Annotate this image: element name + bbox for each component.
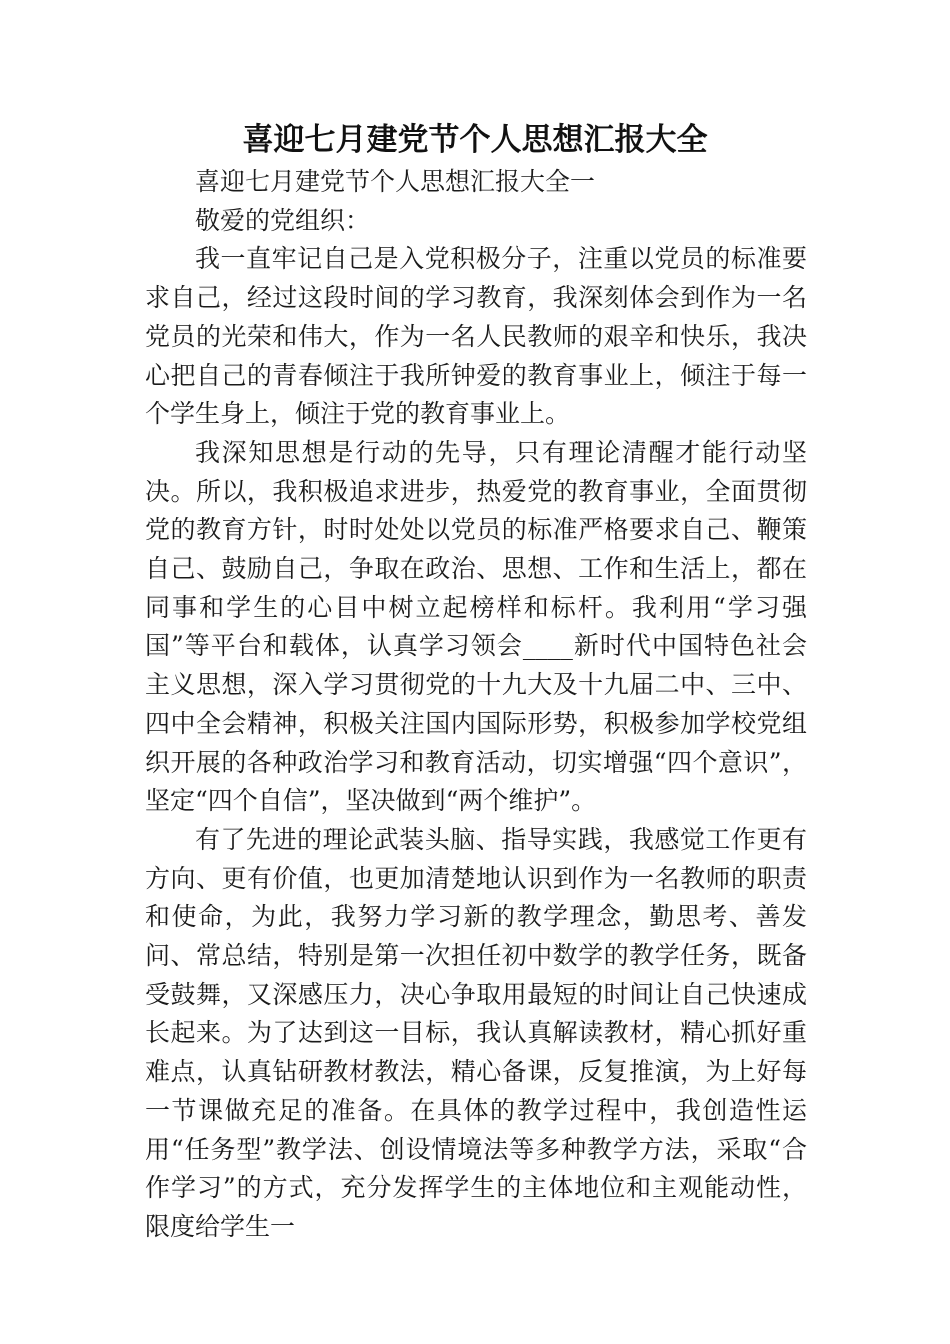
document-body (145, 163, 807, 1247)
document-subtitle: 喜迎七月建党节个人思想汇报大全一 (195, 167, 596, 196)
salutation: 敬爱的党组织： (195, 205, 371, 235)
document-title: 喜迎七月建党节个人思想汇报大全 (242, 122, 708, 158)
paragraph-3: 有了先进的理论武装头脑、指导实践，我感觉工作更有方向、更有价值，也更加清楚地认识到作为一名教师的职责和使命，为此，我努力学习新的教学理念，勤思考、善发问、常总结，特别是第一次担任初中数学的教学任务，既备受鼓舞，又深感压力，决心争取用最短的时间让自己快速成长起来。为了达到这一目标，我认真解读教材，精心抓好重难点，认真钻研教材教法，精心备课，反复推演，为上好每一节课做充足的准备。在具体的教学过程中，我创造性运用“任务型”教学法、创设情境法等多种教学方法，采取“合作学习”的方式，充分发挥学生的主体地位和主观能动性，限度给学生一 (145, 824, 807, 1241)
paragraph-1: 我一直牢记自己是入党积极分子，注重以党员的标准要求自己，经过这段时间的学习教育，我深刻体会到作为一名党员的光荣和伟大，作为一名人民教师的艰辛和快乐，我决心把自己的青春倾注于我所钟爱的教育事业上，倾注于每一个学生身上，倾注于党的教育事业上。 (145, 244, 807, 429)
paragraph-2: 我深知思想是行动的先导，只有理论清醒才能行动坚决。所以，我积极追求进步，热爱党的教育事业，全面贯彻党的教育方针，时时处处以党员的标准严格要求自己、鞭策自己、鼓励自己，争取在政治、思想、工作和生活上，都在同事和学生的心目中树立起榜样和标杆。我利用“学习强国”等平台和载体，认真学习领会____新时代中国特色社会主义思想，深入学习贯彻党的十九大及十九届二中、三中、四中全会精神，积极关注国内国际形势，积极参加学校党组织开展的各种政治学习和教育活动，切实增强“四个意识”，坚定“四个自信”，坚决做到“两个维护”。 (145, 437, 807, 816)
